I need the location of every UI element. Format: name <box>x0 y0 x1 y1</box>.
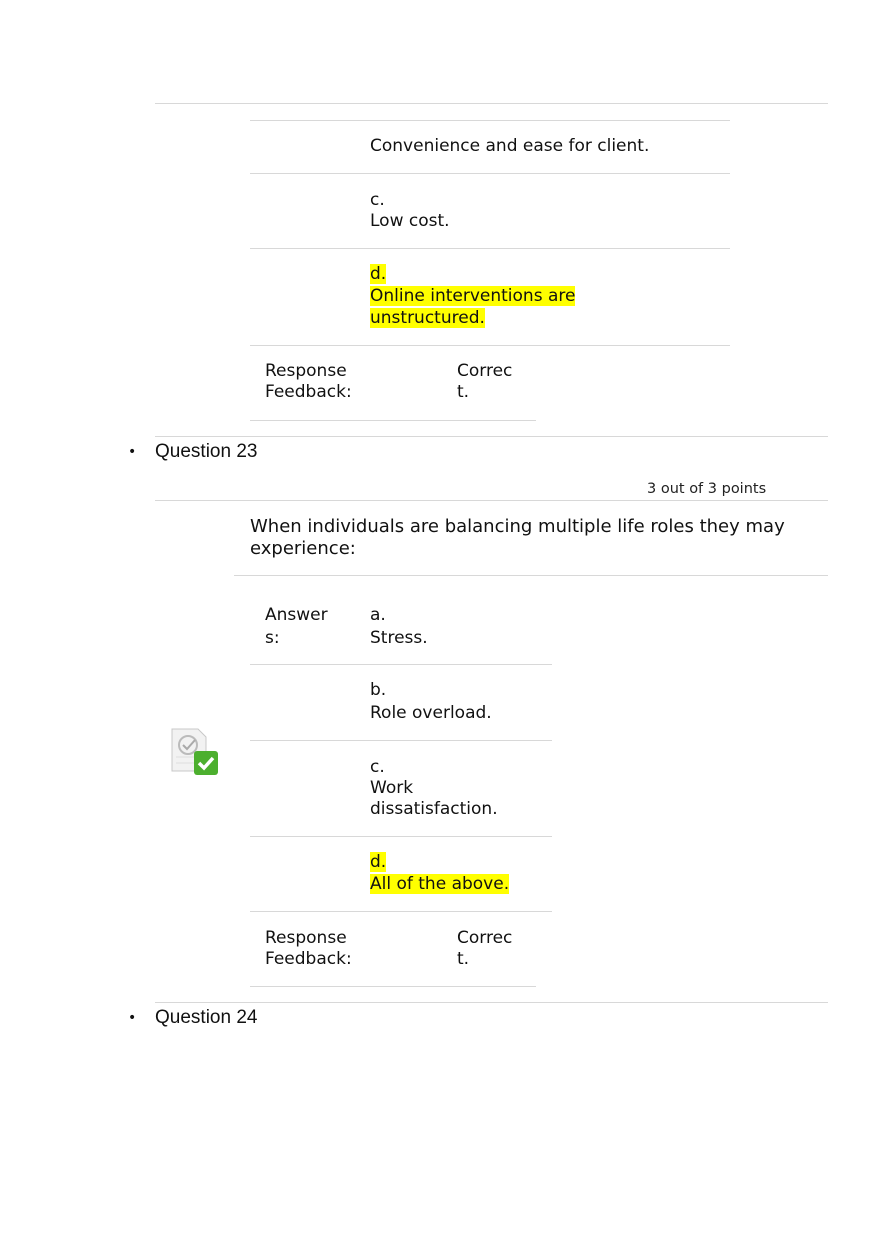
answer-c-label: c. <box>370 190 385 210</box>
answer-d-line: Online interventions are <box>370 286 576 306</box>
divider <box>250 740 552 741</box>
answers-label: s: <box>265 628 280 648</box>
feedback-value: t. <box>457 382 470 402</box>
feedback-label: Feedback: <box>265 382 352 402</box>
answer-d-line: unstructured. <box>370 308 485 328</box>
answer-c-text: Low cost. <box>370 211 450 231</box>
question-prompt: When individuals are balancing multiple life roles they may <box>250 516 785 537</box>
divider <box>250 420 536 421</box>
feedback-label: Feedback: <box>265 949 352 969</box>
answer-d-label-text: d. <box>370 264 387 284</box>
bullet: • <box>128 1010 137 1026</box>
bullet: • <box>128 444 137 460</box>
divider <box>250 173 730 174</box>
divider <box>250 836 552 837</box>
feedback-value: Correc <box>457 361 513 381</box>
question-23-title[interactable]: Question 23 <box>155 441 258 462</box>
question-prompt: experience: <box>250 538 356 559</box>
feedback-value: Correc <box>457 928 513 948</box>
divider <box>234 575 828 576</box>
divider <box>250 664 552 665</box>
answer-c-text: dissatisfaction. <box>370 799 498 819</box>
answer-d-text-2 <box>370 308 485 329</box>
answer-a-label: a. <box>370 605 386 625</box>
answer-b-label: b. <box>370 680 387 700</box>
answer-d-label-text: d. <box>370 852 387 872</box>
answer-d-text-1 <box>370 286 575 307</box>
divider <box>155 1002 828 1003</box>
correct-check-icon <box>170 727 220 777</box>
divider <box>250 248 730 249</box>
divider <box>250 911 552 912</box>
divider <box>250 986 536 987</box>
question-points: 3 out of 3 points <box>647 481 767 497</box>
feedback-label: Response <box>265 928 347 948</box>
divider <box>250 345 730 346</box>
answer-c-text: Work <box>370 778 414 798</box>
answer-a-text: Stress. <box>370 628 428 648</box>
answer-b-text: Convenience and ease for client. <box>370 136 650 156</box>
feedback-value: t. <box>457 949 470 969</box>
answers-label: Answer <box>265 605 328 625</box>
question-24-title[interactable]: Question 24 <box>155 1007 258 1028</box>
feedback-label: Response <box>265 361 347 381</box>
divider <box>155 500 828 501</box>
divider <box>155 103 828 104</box>
answer-d-line: All of the above. <box>370 874 510 894</box>
answer-b-text: Role overload. <box>370 703 492 723</box>
divider <box>250 120 730 121</box>
answer-d-label <box>370 852 386 873</box>
answer-d-text <box>370 874 509 895</box>
answer-c-label: c. <box>370 757 385 777</box>
answer-d-label <box>370 264 386 285</box>
divider <box>155 436 828 437</box>
